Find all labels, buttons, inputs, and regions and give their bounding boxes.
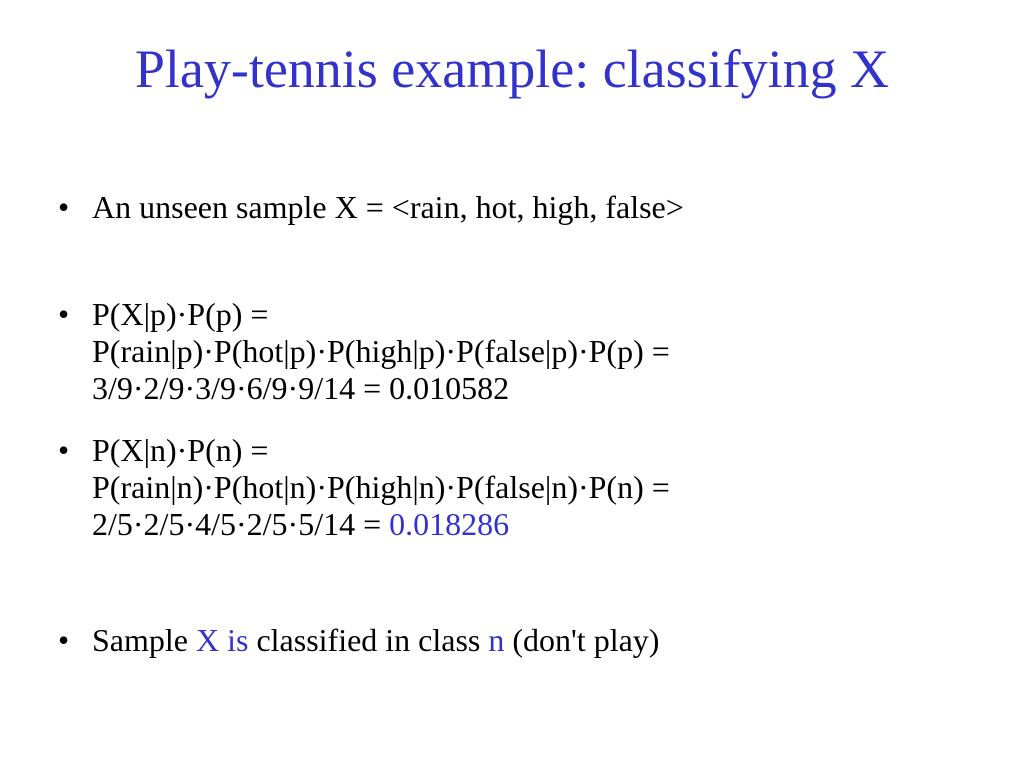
bullet-line: An unseen sample X = <rain, hot, high, false> bbox=[92, 189, 684, 225]
bullet-marker: • bbox=[58, 189, 70, 225]
conclusion-text: Sample bbox=[92, 622, 196, 658]
bullet-text bbox=[92, 189, 684, 226]
bullet-text bbox=[92, 622, 659, 659]
equation-text: 2/5·2/5·4/5·2/5·5/14 = bbox=[92, 506, 390, 542]
bullet-line bbox=[92, 622, 659, 659]
highlighted-result: 0.018286 bbox=[389, 506, 510, 542]
highlighted-class: n bbox=[488, 622, 505, 658]
highlighted-sample: X is bbox=[195, 622, 249, 658]
bullet-line: P(rain|p)·P(hot|p)·P(high|p)·P(false|p)·P(p) = bbox=[92, 333, 670, 369]
conclusion-text: (don't play) bbox=[504, 622, 660, 658]
bullet-marker: • bbox=[58, 296, 70, 332]
bullet-marker: • bbox=[58, 622, 70, 658]
bullet-line: P(X|n)·P(n) = bbox=[92, 432, 269, 468]
bullet-line: 3/9·2/9·3/9·6/9·9/14 = 0.010582 bbox=[92, 370, 510, 406]
slide-title: Play-tennis example: classifying X bbox=[134, 39, 890, 99]
bullet-line: P(rain|n)·P(hot|n)·P(high|n)·P(false|n)·P(n) = bbox=[92, 469, 670, 505]
bullet-line-result bbox=[92, 506, 670, 543]
bullet-marker: • bbox=[58, 432, 70, 468]
bullet-line: P(X|p)·P(p) = bbox=[92, 296, 269, 332]
conclusion-text: classified in class bbox=[248, 622, 489, 658]
bullet-text bbox=[92, 432, 670, 543]
bullet-text bbox=[92, 296, 670, 407]
